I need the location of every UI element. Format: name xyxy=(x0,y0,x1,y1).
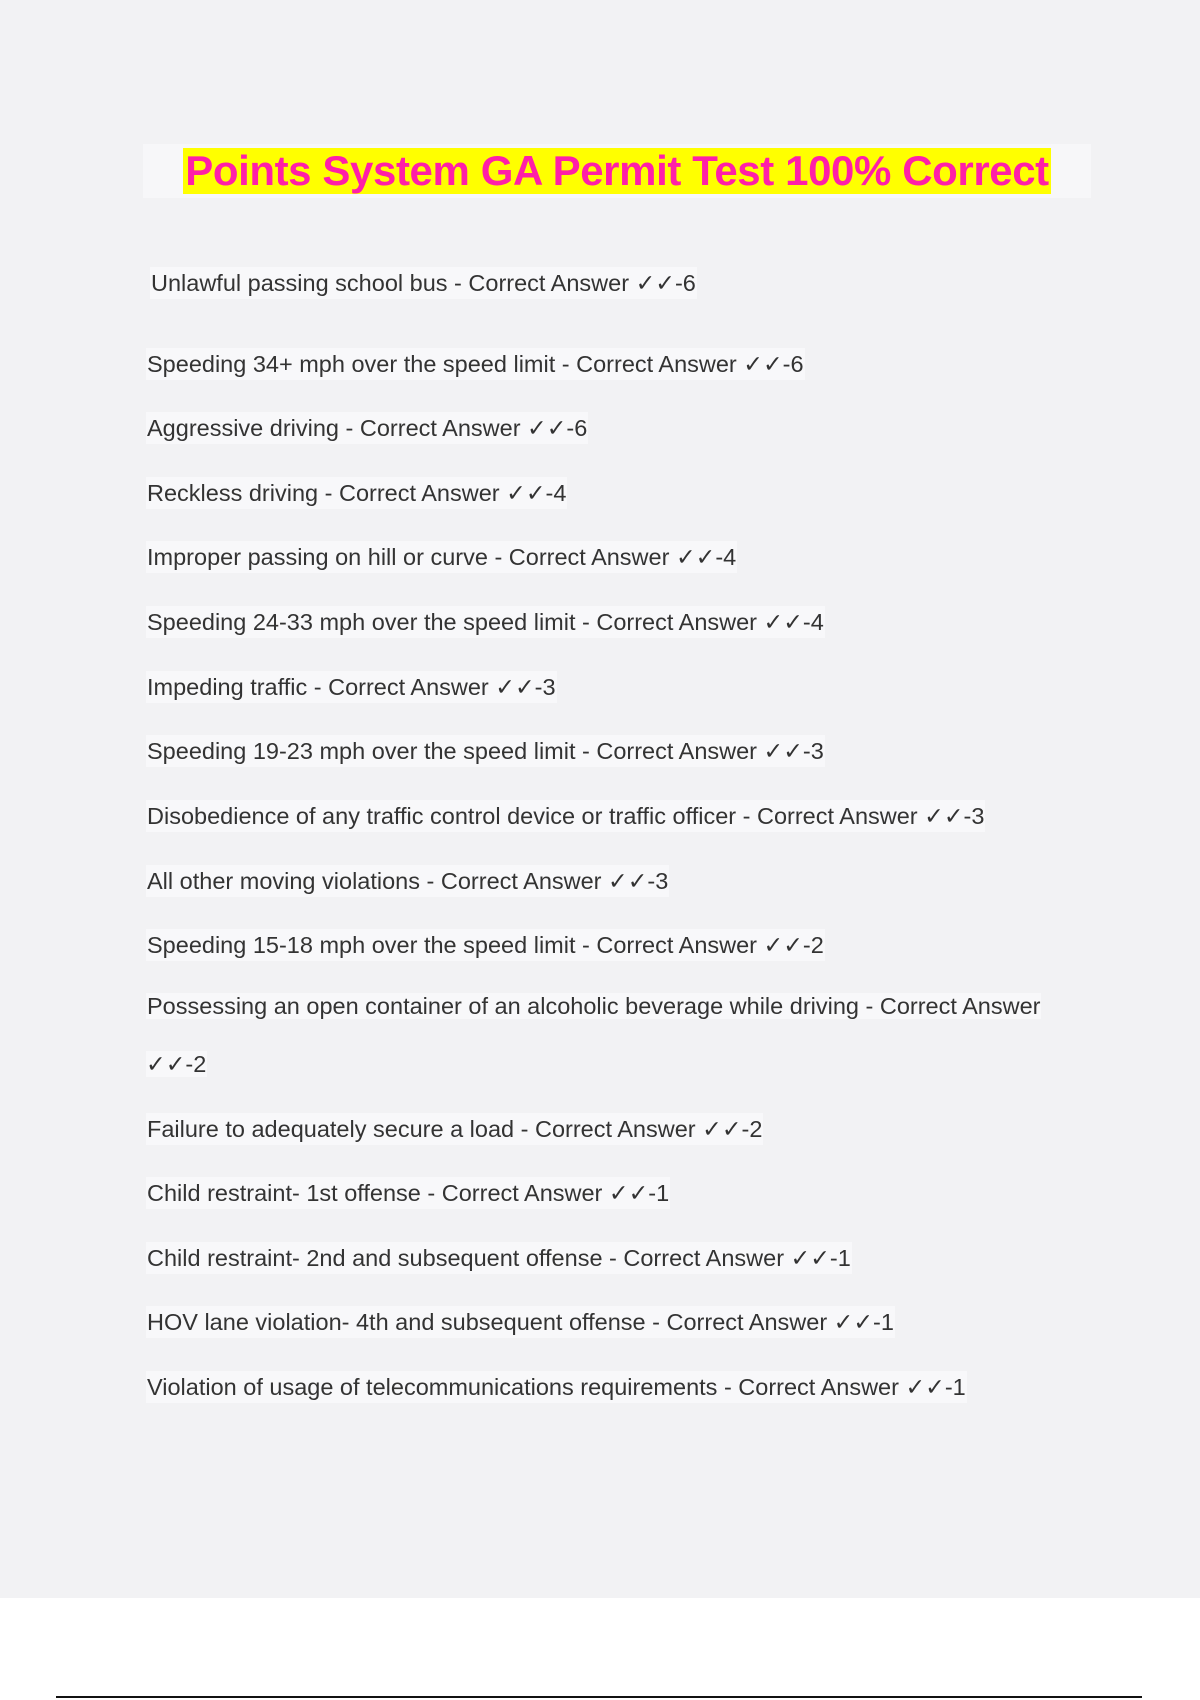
list-item-text: Aggressive driving - Correct Answer ✓✓-6 xyxy=(146,412,588,444)
footer-divider xyxy=(56,1696,1142,1698)
list-item xyxy=(146,671,1066,703)
list-item-text: Child restraint- 2nd and subsequent offense - Correct Answer ✓✓-1 xyxy=(146,1242,852,1274)
list-item xyxy=(146,929,1066,961)
list-item xyxy=(146,800,1066,832)
list-item xyxy=(146,735,1066,767)
list-item-text: HOV lane violation- 4th and subsequent offense - Correct Answer ✓✓-1 xyxy=(146,1306,895,1338)
list-item xyxy=(146,541,1066,573)
list-item-text: Speeding 24-33 mph over the speed limit - Correct Answer ✓✓-4 xyxy=(146,606,825,638)
list-item xyxy=(146,1113,1066,1145)
list-item-text: Speeding 34+ mph over the speed limit - Correct Answer ✓✓-6 xyxy=(146,348,805,380)
list-item-text: Unlawful passing school bus - Correct Answer ✓✓-6 xyxy=(150,267,697,299)
list-item-text: Speeding 15-18 mph over the speed limit - Correct Answer ✓✓-2 xyxy=(146,929,825,961)
title-banner xyxy=(143,144,1091,198)
document-title: Points System GA Permit Test 100% Correct xyxy=(185,147,1049,194)
list-item xyxy=(146,1306,1066,1338)
list-item-text: Failure to adequately secure a load - Correct Answer ✓✓-2 xyxy=(146,1113,763,1145)
list-item-text: Disobedience of any traffic control device or traffic officer - Correct Answer ✓✓-3 xyxy=(146,800,985,832)
list-item-text: Reckless driving - Correct Answer ✓✓-4 xyxy=(146,477,567,509)
list-item-text: Improper passing on hill or curve - Correct Answer ✓✓-4 xyxy=(146,541,737,573)
list-item xyxy=(146,865,1066,897)
list-item-text: Violation of usage of telecommunications requirements - Correct Answer ✓✓-1 xyxy=(146,1371,967,1403)
list-item xyxy=(146,1371,1066,1403)
list-item-text: Child restraint- 1st offense - Correct Answer ✓✓-1 xyxy=(146,1177,670,1209)
list-item xyxy=(146,477,1066,509)
list-item-text: Possessing an open container of an alcoholic beverage while driving - Correct Answer ✓✓-2 xyxy=(146,993,1041,1077)
list-item xyxy=(146,1242,1066,1274)
list-item xyxy=(146,348,1066,380)
list-item xyxy=(150,267,1070,299)
list-item-text: Impeding traffic - Correct Answer ✓✓-3 xyxy=(146,671,557,703)
list-item-text: Speeding 19-23 mph over the speed limit - Correct Answer ✓✓-3 xyxy=(146,735,825,767)
list-item-text: All other moving violations - Correct Answer ✓✓-3 xyxy=(146,865,669,897)
list-item xyxy=(146,977,1086,1093)
list-item xyxy=(146,1177,1066,1209)
list-item xyxy=(146,606,1066,638)
list-item xyxy=(146,412,1066,444)
